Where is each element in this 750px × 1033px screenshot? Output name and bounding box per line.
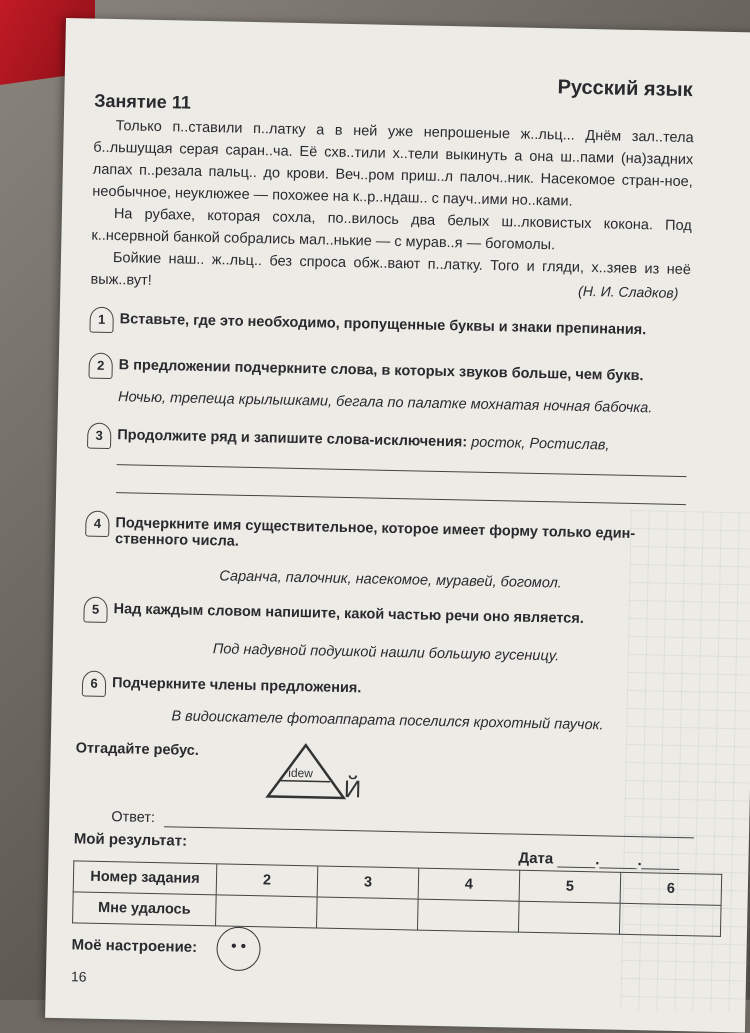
- rebus-answer-line[interactable]: [164, 826, 694, 838]
- column-header: 3: [317, 866, 419, 899]
- task-5: [83, 601, 693, 630]
- result-cell[interactable]: [316, 897, 418, 930]
- task-4-sentence: Саранча, палочник, насекомое, муравей, богомол.: [219, 568, 562, 592]
- workbook-page: [45, 18, 750, 1032]
- task-2-sentence: Ночью, трепеща крылышками, бегала по палатке мохнатая ночная бабочка.: [117, 389, 653, 417]
- column-header: 6: [620, 872, 722, 905]
- bell-number-icon: 6: [82, 670, 107, 696]
- task-2: [89, 357, 699, 386]
- answer-line[interactable]: [116, 492, 686, 505]
- mood-face-icon[interactable]: • •: [216, 926, 261, 971]
- task-text: Подчеркните члены предложения.: [111, 675, 362, 697]
- bell-number-icon: 1: [89, 307, 114, 333]
- grid-show-through: [620, 510, 750, 1013]
- task-3: [87, 427, 697, 456]
- task-text: В предложении подчеркните слова, в которых звуков больше, чем букв.: [118, 357, 644, 385]
- paragraph: Только п..ставили п..латку а в ней уже непрошеные ж..льц... Днём зал..тела б..льшущая серая саран..ча. Её схв..тили х..тели выкинуть а она ш..пами (на)задних лапах п..резала пальц.. до крови. Веч..ром приш..л палоч..ник. Насекомое стран-ное, необычное, неуклюжее — похожее на к..р..ндаш.. с пауч..ими но..ками.: [92, 118, 694, 210]
- rebus-title: Отгадайте ребус.: [75, 740, 200, 759]
- bell-number-icon: 4: [85, 511, 110, 537]
- exercise-text: [90, 115, 694, 304]
- bell-number-icon: 2: [88, 353, 113, 379]
- triangle-icon: [260, 740, 371, 802]
- rebus-word: idew: [288, 765, 314, 781]
- answer-line[interactable]: [117, 464, 687, 477]
- task-4: [85, 515, 696, 560]
- page-number: 16: [70, 968, 87, 985]
- date-separator: .: [637, 852, 642, 870]
- lesson-title: Занятие 11: [94, 90, 192, 113]
- row-header: Мне удалось: [73, 892, 217, 926]
- task-5-sentence: Под надувной подушкой нашли большую гусеницу.: [212, 641, 560, 665]
- date-day-line[interactable]: [557, 866, 595, 868]
- result-cell[interactable]: [619, 903, 721, 936]
- mood-label: Моё настроение:: [71, 936, 198, 956]
- result-table: [72, 860, 722, 937]
- task-6: [82, 674, 692, 703]
- rebus-picture: [260, 740, 371, 807]
- column-header: 2: [216, 864, 318, 897]
- task-text: Вставьте, где это необходимо, пропущенные буквы и знаки препинания.: [119, 311, 647, 339]
- task-1: [90, 311, 700, 340]
- bell-number-icon: 5: [83, 597, 108, 623]
- author: (Н. И. Сладков): [577, 282, 679, 301]
- result-cell[interactable]: [417, 899, 519, 932]
- result-cell[interactable]: [518, 901, 620, 934]
- date-field[interactable]: [518, 850, 680, 870]
- row-header: Номер задания: [73, 861, 217, 895]
- result-cell[interactable]: [216, 895, 318, 928]
- answer-label: Ответ:: [111, 809, 156, 827]
- task-text: Над каждым словом напишите, какой частью речи оно является.: [113, 601, 584, 627]
- date-label: Дата: [518, 849, 554, 868]
- task-text: Подчеркните имя существительное, которое имеет форму только един-ственного числа.: [114, 515, 636, 550]
- paragraph: На рубахе, которая сохла, по..вилось два белых ш..лковистых кокона. Под к..нсервной банкой собрались мал..нькие — с мурав..я — богомолы.: [91, 206, 692, 254]
- date-separator: .: [595, 851, 600, 869]
- column-header: 4: [418, 868, 520, 901]
- my-result-title: Мой результат:: [73, 830, 188, 850]
- subject-title: Русский язык: [557, 76, 693, 102]
- rebus-letter: Й: [343, 775, 362, 803]
- date-month-line[interactable]: [599, 867, 637, 869]
- task-text-wrap: [117, 427, 697, 455]
- task-6-sentence: В видоискателе фотоаппарата поселился крохотный паучок.: [171, 708, 604, 734]
- task-text: Продолжите ряд и запишите слова-исключения:: [117, 427, 468, 451]
- paragraph: Бойкие наш.. ж..льц.. без спроса обж..вают п..латку. Того и гляди, х..зяев из неё выж..вут!: [90, 250, 692, 289]
- task-hint: росток, Ростислав,: [471, 434, 610, 454]
- bell-number-icon: 3: [87, 423, 112, 449]
- column-header: 5: [519, 870, 621, 903]
